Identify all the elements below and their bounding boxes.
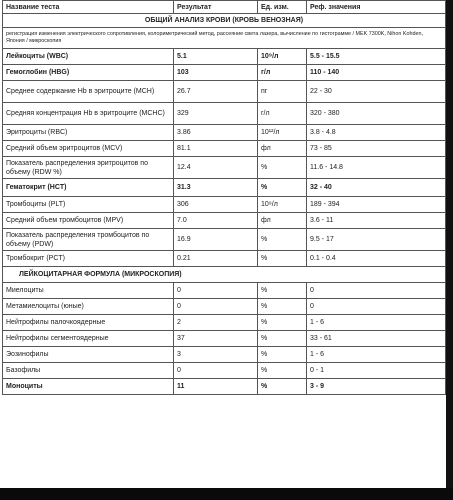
reference-cell: 1 - 6	[307, 347, 446, 363]
method-note: регистрация изменения электрического сопротивления, колориметрический метод, рассеяние света лазера, вычисление по гистограмме / MEK 7300K, Nihon Kohden, Япония / микроскопия	[3, 28, 446, 49]
table-body	[3, 14, 446, 395]
result-cell: 2	[174, 315, 258, 331]
unit-cell: %	[258, 229, 307, 251]
test-name-cell: Средний объем эритроцитов (MCV)	[3, 141, 174, 157]
test-name-cell: Эритроциты (RBC)	[3, 125, 174, 141]
reference-cell: 189 - 394	[307, 197, 446, 213]
table-row	[3, 103, 446, 125]
result-cell: 0	[174, 363, 258, 379]
header-test-name: Название теста	[3, 1, 174, 14]
result-cell: 329	[174, 103, 258, 125]
result-cell: 26.7	[174, 81, 258, 103]
test-name-cell: Метамиелоциты (юные)	[3, 299, 174, 315]
result-cell: 0.21	[174, 251, 258, 267]
method-row	[3, 28, 446, 49]
unit-cell: %	[258, 363, 307, 379]
test-name-cell: Среднее содержание Hb в эритроците (MCH)	[3, 81, 174, 103]
reference-cell: 22 - 30	[307, 81, 446, 103]
test-name-cell: Лейкоциты (WBC)	[3, 49, 174, 65]
table-row	[3, 229, 446, 251]
table-row	[3, 347, 446, 363]
reference-cell: 9.5 - 17	[307, 229, 446, 251]
unit-cell: фл	[258, 141, 307, 157]
test-name-cell: Базофилы	[3, 363, 174, 379]
test-name-cell: Нейтрофилы палочкоядерные	[3, 315, 174, 331]
table-row	[3, 49, 446, 65]
section-title: ЛЕЙКОЦИТАРНАЯ ФОРМУЛА (МИКРОСКОПИЯ)	[3, 267, 446, 283]
result-cell: 3.86	[174, 125, 258, 141]
result-cell: 3	[174, 347, 258, 363]
reference-cell: 3 - 9	[307, 379, 446, 395]
test-name-cell: Средний объем тромбоцитов (MPV)	[3, 213, 174, 229]
header-result: Результат	[174, 1, 258, 14]
reference-cell: 73 - 85	[307, 141, 446, 157]
scan-edge-bottom	[0, 488, 453, 500]
reference-cell: 3.6 - 11	[307, 213, 446, 229]
header-unit: Ед. изм.	[258, 1, 307, 14]
unit-cell: пг	[258, 81, 307, 103]
section-row-cbc	[3, 14, 446, 28]
unit-cell: г/л	[258, 103, 307, 125]
reference-cell: 0	[307, 299, 446, 315]
table-row	[3, 197, 446, 213]
test-name-cell: Миелоциты	[3, 283, 174, 299]
table-row	[3, 65, 446, 81]
result-cell: 37	[174, 331, 258, 347]
table-header-row	[3, 1, 446, 14]
test-name-cell: Нейтрофилы сегментоядерные	[3, 331, 174, 347]
reference-cell: 0	[307, 283, 446, 299]
reference-cell: 32 - 40	[307, 179, 446, 197]
reference-cell: 11.6 - 14.8	[307, 157, 446, 179]
result-cell: 31.3	[174, 179, 258, 197]
test-name-cell: Показатель распределения тромбоцитов по объему (PDW)	[3, 229, 174, 251]
table-row	[3, 283, 446, 299]
test-name-cell: Эозинофилы	[3, 347, 174, 363]
test-name-cell: Тромбоциты (PLT)	[3, 197, 174, 213]
reference-cell: 1 - 6	[307, 315, 446, 331]
reference-cell: 320 - 380	[307, 103, 446, 125]
result-cell: 81.1	[174, 141, 258, 157]
result-cell: 0	[174, 283, 258, 299]
table-row	[3, 315, 446, 331]
test-name-cell: Показатель распределения эритроцитов по объему (RDW %)	[3, 157, 174, 179]
reference-cell: 33 - 61	[307, 331, 446, 347]
unit-cell: %	[258, 283, 307, 299]
table-row	[3, 299, 446, 315]
results-table	[2, 0, 446, 395]
unit-cell: %	[258, 315, 307, 331]
unit-cell: 10⁹/л	[258, 49, 307, 65]
unit-cell: %	[258, 179, 307, 197]
result-cell: 12.4	[174, 157, 258, 179]
test-name-cell: Гематокрит (HCT)	[3, 179, 174, 197]
table-row	[3, 179, 446, 197]
unit-cell: %	[258, 299, 307, 315]
unit-cell: %	[258, 251, 307, 267]
reference-cell: 5.5 - 15.5	[307, 49, 446, 65]
result-cell: 103	[174, 65, 258, 81]
table-row	[3, 251, 446, 267]
unit-cell: 10⁹/л	[258, 197, 307, 213]
unit-cell: 10¹²/л	[258, 125, 307, 141]
unit-cell: г/л	[258, 65, 307, 81]
table-row	[3, 331, 446, 347]
result-cell: 16.9	[174, 229, 258, 251]
test-name-cell: Моноциты	[3, 379, 174, 395]
test-name-cell: Средняя концентрация Hb в эритроците (MCHC)	[3, 103, 174, 125]
table-row	[3, 213, 446, 229]
table-row	[3, 141, 446, 157]
result-cell: 7.0	[174, 213, 258, 229]
reference-cell: 110 - 140	[307, 65, 446, 81]
result-cell: 11	[174, 379, 258, 395]
reference-cell: 0 - 1	[307, 363, 446, 379]
section-title: ОБЩИЙ АНАЛИЗ КРОВИ (КРОВЬ ВЕНОЗНАЯ)	[3, 14, 446, 28]
reference-cell: 0.1 - 0.4	[307, 251, 446, 267]
test-name-cell: Гемоглобин (HBG)	[3, 65, 174, 81]
reference-cell: 3.8 - 4.8	[307, 125, 446, 141]
section-row-differential	[3, 267, 446, 283]
header-reference: Реф. значения	[307, 1, 446, 14]
table-row	[3, 157, 446, 179]
result-cell: 5.1	[174, 49, 258, 65]
scan-edge-right	[446, 0, 453, 500]
table-row	[3, 81, 446, 103]
unit-cell: %	[258, 157, 307, 179]
table-row	[3, 125, 446, 141]
unit-cell: фл	[258, 213, 307, 229]
result-cell: 0	[174, 299, 258, 315]
test-name-cell: Тромбокрит (PCT)	[3, 251, 174, 267]
result-cell: 306	[174, 197, 258, 213]
table-row	[3, 363, 446, 379]
table-row	[3, 379, 446, 395]
unit-cell: %	[258, 331, 307, 347]
unit-cell: %	[258, 379, 307, 395]
unit-cell: %	[258, 347, 307, 363]
